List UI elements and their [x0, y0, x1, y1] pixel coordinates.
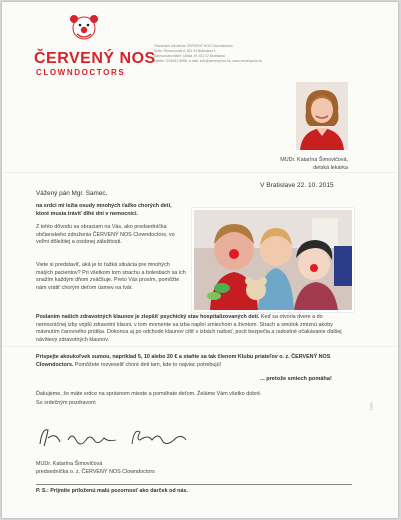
handwritten-signature: [36, 424, 196, 450]
regards-line: So srdečným pozdravom: [36, 400, 96, 406]
photo-image: [194, 210, 352, 310]
letter-date: V Bratislave 22. 10. 2015: [260, 182, 334, 189]
postscript-text: Prijmite priloženú malú pozornosť ako darček od nás.: [48, 488, 188, 494]
paragraph-3-bold: Poslaním našich zdravotných klaunov je zlepšiť psychický stav hospitalizovaných detí.: [36, 314, 260, 320]
tagline: ... pretože smiech pomáha!: [260, 376, 332, 382]
brand-subtitle: CLOWNDOCTORS: [36, 68, 126, 77]
intro-paragraph: na srdci mi ležia osudy mnohých ťažko chorých detí, ktoré musia tráviť dlhé dni v nemocnici.: [36, 203, 172, 217]
postscript: [36, 488, 188, 494]
paragraph-2: Viete si predstaviť, aká je to ťažká situácia pre mnohých malých pacientov? Pri všetkom tom strachu a bolestiach sa ich snažím každým dňom zväčšuje. Preto Vás prosím, pomôžte nám vrátiť chorým deťom úsmev na tvár.: [36, 262, 186, 291]
side-code: 08/15: [369, 402, 373, 411]
paragraph-3-text: Keď sa otvoria dvere a do nemocničnej izby vojdú zdravotní klauni, v tom momente sa izba naplní smiechom a životom. Strach a smútok zmiznú akoby mávnutím čarovného prútika. Dokonca aj po odchode klaunov cítiť v izbách radosť, pocit bezpečia a radostné očakávanie ďalšej návštevy zdravotných klaunov.: [36, 314, 342, 343]
divider: [36, 484, 352, 485]
closing: [36, 390, 352, 408]
clowns-photo: [192, 208, 354, 312]
signature-block: [36, 460, 155, 476]
organization-address: [154, 44, 262, 64]
address-line: Občianske združenie ČERVENÝ NOS Clowndoctors: [154, 44, 233, 48]
brand-name: ČERVENÝ NOS: [34, 50, 156, 67]
signer-name: MUDr. Katarína Šimovičová,: [280, 157, 348, 163]
signature-title: predsedníčka o. z. ČERVENÝ NOS Clowndoctors: [36, 469, 155, 475]
logo: [32, 12, 156, 77]
postscript-label: P. S.:: [36, 488, 49, 494]
paragraph-1: Z tohto dôvodu sa obraciam na Vás, ako predsedníčka občianskeho združenia ČERVENÝ NOS Clowndoctors, vo veľmi dôležitej a osobnej záležitosti.: [36, 224, 175, 246]
paragraph-4-text: Pomôžete rozveseliť choré deti tam, kde to najviac potrebujú!: [73, 361, 222, 368]
paragraph-4: [36, 354, 352, 369]
address-line: Adresa kancelárie: Ulička 19, 811 02 Bratislava: [154, 54, 225, 58]
clown-face-icon: [66, 12, 102, 44]
letter-page: [2, 2, 398, 518]
signer-portrait: [296, 82, 348, 150]
fold-line: [2, 346, 398, 347]
address-line: telefón: 02/5441 8088, e-mail: info@cervenynos.sk, www.cervenynos.sk: [154, 59, 263, 63]
paragraph-4-bold: Prispejte akoukoľvek sumou, napríklad 5, 10 alebo 20 € a staňte sa tak členom Klubu priateľov o. z. ČERVENÝ NOS Clowndoctors.: [36, 354, 331, 368]
signature-name: MUDr. Katarína Šimovičová: [36, 461, 103, 467]
fold-line: [2, 172, 398, 173]
signer-caption: [280, 156, 348, 172]
thanks-line: Ďakujeme, že máte srdce na správnom mieste a pomáhate deťom. Želáme Vám všetko dobré.: [36, 391, 262, 397]
paragraph-3: [36, 314, 352, 344]
portrait-image: [296, 82, 348, 150]
signer-role: detská lekárka: [313, 165, 348, 171]
salutation: Vážený pán Mgr. Samec,: [36, 190, 108, 197]
address-line: Sídlo: Šimonovova 6, 811 04 Bratislava 1: [154, 49, 216, 53]
